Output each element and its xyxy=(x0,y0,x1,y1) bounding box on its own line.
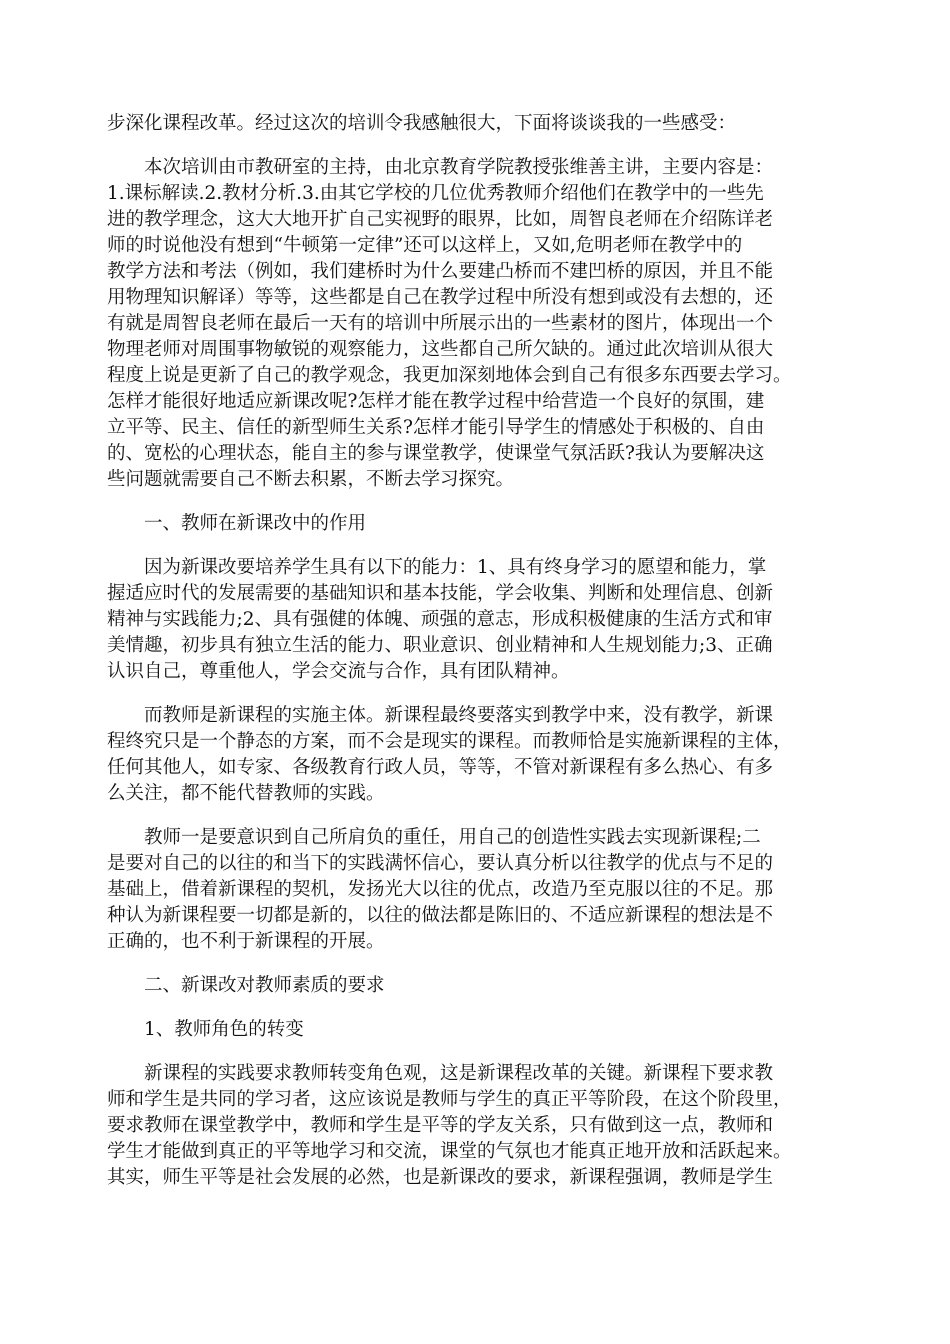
text-line: 教师一是要意识到自己所肩负的重任，用自己的创造性实践去实现新课程;二 xyxy=(144,827,761,848)
text-line: 步深化课程改革。经过这次的培训令我感触很大，下面将谈谈我的一些感受： xyxy=(107,113,737,134)
paragraph-gap xyxy=(107,999,847,1017)
text-line: 学生才能做到真正的平等地学习和交流，课堂的气氛也才能真正地开放和活跃起来。 xyxy=(107,1141,792,1162)
text-line: 基础上，借着新课程的契机，发扬光大以往的优点，改造乃至克服以往的不足。那 xyxy=(107,879,774,900)
text-line: 正确的，也不利于新课程的开展。 xyxy=(107,931,385,952)
text-line: 师和学生是共同的学习者，这应该说是教师与学生的真正平等阶段，在这个阶段里， xyxy=(107,1089,792,1110)
text-line: 有就是周智良老师在最后一天有的培训中所展示出的一些素材的图片，体现出一个 xyxy=(107,313,774,334)
paragraph-gap xyxy=(107,955,847,973)
text-line: 立平等、民主、信任的新型师生关系?怎样才能引导学生的情感处于积极的、自由 xyxy=(107,417,765,438)
text-line: 精神与实践能力;2、具有强健的体魄、顽强的意志，形成积极健康的生活方式和审 xyxy=(107,609,773,630)
text-line: 是要对自己的以往的和当下的实践满怀信心，要认真分析以往教学的优点与不足的 xyxy=(107,853,774,874)
text-line: 进的教学理念，这大大地开扩自己实视野的眼界，比如，周智良老师在介绍陈详老 xyxy=(107,209,774,230)
text-line: 本次培训由市教研室的主持，由北京教育学院教授张维善主讲，主要内容是： xyxy=(144,157,774,178)
text-line: 美情趣，初步具有独立生活的能力、职业意识、创业精神和人生规划能力;3、正确 xyxy=(107,635,773,656)
text-line: 握适应时代的发展需要的基础知识和基本技能，学会收集、判断和处理信息、创新 xyxy=(107,583,774,604)
text-line: 1.课标解读.2.教材分析.3.由其它学校的几位优秀教师介绍他们在教学中的一些先 xyxy=(107,183,764,204)
text-line: 教学方法和考法（例如，我们建桥时为什么要建凸桥而不建凹桥的原因，并且不能 xyxy=(107,261,774,282)
text-line: 而教师是新课程的实施主体。新课程最终要落实到教学中来，没有教学，新课 xyxy=(144,705,774,726)
text-line: 些问题就需要自己不断去积累，不断去学习探究。 xyxy=(107,469,515,490)
text-line: 种认为新课程要一切都是新的，以往的做法都是陈旧的、不适应新课程的想法是不 xyxy=(107,905,774,926)
paragraph-gap xyxy=(107,493,847,511)
text-line: 认识自己，尊重他人，学会交流与合作，具有团队精神。 xyxy=(107,661,570,682)
text-line: 其实，师生平等是社会发展的必然，也是新课改的要求，新课程强调，教师是学生 xyxy=(107,1167,774,1188)
paragraph-gap xyxy=(107,1043,847,1061)
text-line: 任何其他人，如专家、各级教育行政人员，等等，不管对新课程有多么热心、有多 xyxy=(107,757,774,778)
text-line: 要求教师在课堂教学中，教师和学生是平等的学友关系，只有做到这一点，教师和 xyxy=(107,1115,774,1136)
document-page xyxy=(107,111,847,1191)
text-line: 程终究只是一个静态的方案，而不会是现实的课程。而教师恰是实施新课程的主体， xyxy=(107,731,792,752)
text-line: 因为新课改要培养学生具有以下的能力：1、具有终身学习的愿望和能力，掌 xyxy=(144,557,767,578)
text-line: 新课程的实践要求教师转变角色观，这是新课程改革的关键。新课程下要求教 xyxy=(144,1063,774,1084)
paragraph-gap xyxy=(107,537,847,555)
text-line: 师的时说他没有想到“牛顿第一定律”还可以这样上，又如,危明老师在教学中的 xyxy=(107,235,743,256)
text-line: 的、宽松的心理状态，能自主的参与课堂教学，使课堂气氛活跃?我认为要解决这 xyxy=(107,443,765,464)
text-line: 程度上说是更新了自己的教学观念，我更加深刻地体会到自己有很多东西要去学习。 xyxy=(107,365,792,386)
text-line: 怎样才能很好地适应新课改呢?怎样才能在教学过程中给营造一个良好的氛围，建 xyxy=(107,391,765,412)
text-line: 么关注，都不能代替教师的实践。 xyxy=(107,783,385,804)
text-line: 二、新课改对教师素质的要求 xyxy=(144,975,385,996)
text-line: 用物理知识解译）等等，这些都是自己在教学过程中所没有想到或没有去想的，还 xyxy=(107,287,774,308)
paragraph-gap xyxy=(107,807,847,825)
text-line: 一、教师在新课改中的作用 xyxy=(144,513,367,534)
text-line: 1、教师角色的转变 xyxy=(144,1019,304,1040)
paragraph-gap xyxy=(107,685,847,703)
text-line: 物理老师对周围事物敏锐的观察能力，这些都自己所欠缺的。通过此次培训从很大 xyxy=(107,339,774,360)
paragraph-gap xyxy=(107,137,847,155)
